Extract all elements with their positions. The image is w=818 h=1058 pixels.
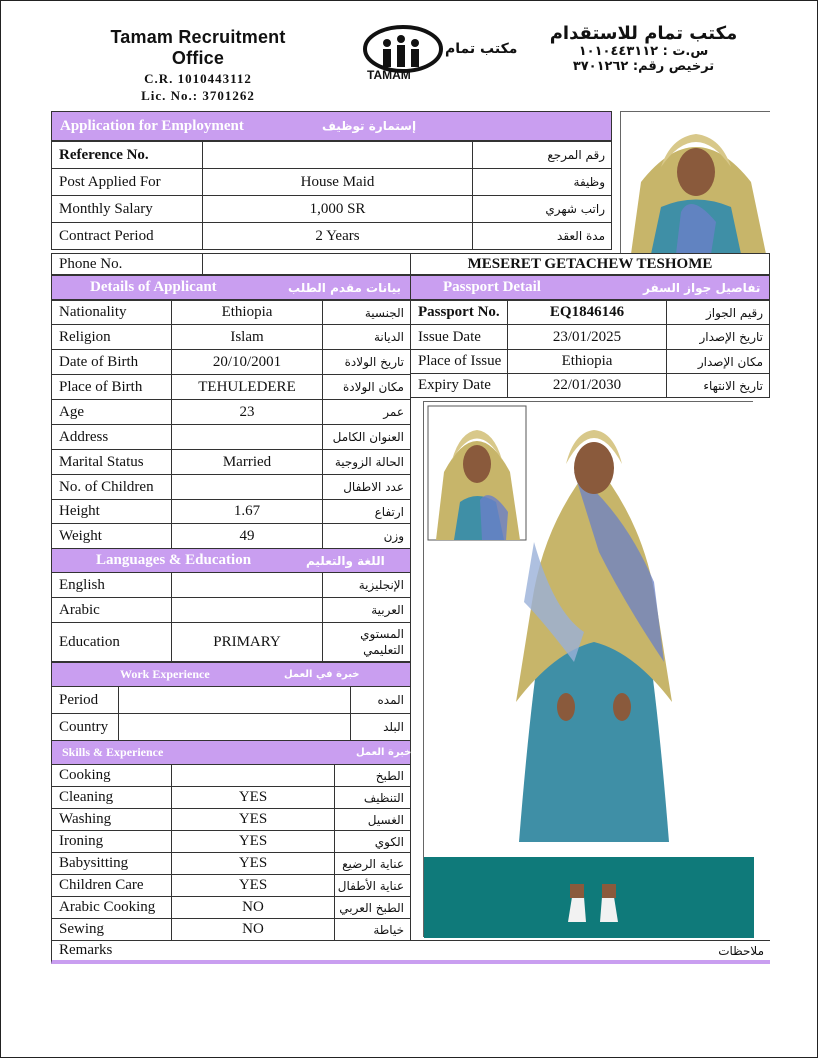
sewing-label: Sewing [51, 918, 172, 941]
address-label: Address [51, 424, 172, 450]
applicant-name: MESERET GETACHEW TESHOME [410, 253, 770, 275]
english-label: English [51, 572, 172, 598]
reference-value [202, 141, 473, 169]
weight-label: Weight [51, 523, 172, 549]
logo-text-ar: مكتب تمام [445, 41, 518, 57]
height-label-ar: ارتفاع [322, 499, 411, 524]
age-label: Age [51, 399, 172, 425]
washing-value: YES [171, 808, 335, 831]
office-license-ar: ترخيص رقم: ٣٧٠١٢٦٢ [572, 59, 715, 74]
remarks-row [51, 940, 770, 964]
religion-value: Islam [171, 324, 323, 350]
work-band [51, 662, 411, 687]
washing-label-ar: الغسيل [334, 808, 411, 831]
arabic-cooking-label: Arabic Cooking [51, 896, 172, 919]
country-label: Country [51, 713, 119, 741]
dob-label: Date of Birth [51, 349, 172, 375]
height-label: Height [51, 499, 172, 524]
address-label-ar: العنوان الكامل [322, 424, 411, 450]
arabic-label: Arabic [51, 597, 172, 623]
office-cr-ar: س.ت : ١٠١٠٤٤٣١١٢ [578, 44, 709, 59]
children-value [171, 474, 323, 500]
issue-place-value: Ethiopia [507, 349, 667, 374]
remarks-label: Remarks [59, 942, 113, 958]
office-header-arabic [536, 23, 751, 74]
ironing-label-ar: الكوي [334, 830, 411, 853]
cooking-label-ar: الطبخ [334, 764, 411, 787]
phone-value [202, 253, 411, 275]
reference-label: Reference No. [51, 141, 203, 169]
period-label: Period [51, 686, 119, 714]
contract-label-ar: مدة العقد [472, 222, 612, 250]
phone-label: Phone No. [51, 253, 203, 275]
pob-label: Place of Birth [51, 374, 172, 400]
children-care-value: YES [171, 874, 335, 897]
pob-label-ar: مكان الولادة [322, 374, 411, 400]
salary-value: 1,000 SR [202, 195, 473, 223]
cleaning-label: Cleaning [51, 786, 172, 809]
address-value [171, 424, 323, 450]
contract-label: Contract Period [51, 222, 203, 250]
application-title-ar: إستمارة توظيف [322, 119, 417, 133]
cooking-label: Cooking [51, 764, 172, 787]
period-label-ar: المده [350, 686, 411, 714]
age-value: 23 [171, 399, 323, 425]
english-label-ar: الإنجليزية [322, 572, 411, 598]
issue-place-label: Place of Issue [410, 349, 508, 374]
weight-label-ar: وزن [322, 523, 411, 549]
babysitting-label: Babysitting [51, 852, 172, 875]
english-value [171, 572, 323, 598]
education-value: PRIMARY [171, 622, 323, 662]
washing-label: Washing [51, 808, 172, 831]
children-label: No. of Children [51, 474, 172, 500]
nationality-value: Ethiopia [171, 300, 323, 325]
country-label-ar: البلد [350, 713, 411, 741]
issue-place-label-ar: مكان الإصدار [666, 349, 770, 374]
skills-band [51, 740, 411, 765]
passport-no-label: Passport No. [410, 300, 508, 325]
country-value [118, 713, 351, 741]
sewing-label-ar: خياطة [334, 918, 411, 941]
office-name-ar: مكتب تمام للاستقدام [549, 23, 738, 44]
education-label-ar: المستوي التعليمي [322, 622, 411, 662]
ironing-value: YES [171, 830, 335, 853]
office-name-en: Tamam Recruitment Office [110, 27, 286, 68]
passport-no-value: EQ1846146 [507, 300, 667, 325]
work-title-en: Work Experience [120, 667, 210, 681]
post-label: Post Applied For [51, 168, 203, 196]
arabic-cooking-label-ar: الطبخ العربي [334, 896, 411, 919]
education-label: Education [51, 622, 172, 662]
passport-title-ar: تفاصيل جواز السفر [643, 280, 761, 295]
languages-band [51, 548, 411, 573]
cleaning-label-ar: التنظيف [334, 786, 411, 809]
babysitting-value: YES [171, 852, 335, 875]
tamam-logo [361, 23, 518, 82]
marital-value: Married [171, 449, 323, 475]
period-value [118, 686, 351, 714]
expiry-value: 22/01/2030 [507, 373, 667, 398]
applicant-portrait-photo [620, 111, 770, 253]
passport-band [410, 275, 770, 300]
contract-value: 2 Years [202, 222, 473, 250]
applicant-title-en: Details of Applicant [90, 279, 217, 295]
nationality-label: Nationality [51, 300, 172, 325]
reference-label-ar: رقم المرجع [472, 141, 612, 169]
languages-title-ar: اللغة والتعليم [306, 553, 385, 568]
marital-label-ar: الحالة الزوجية [322, 449, 411, 475]
skills-title-en: Skills & Experience [62, 745, 164, 759]
babysitting-label-ar: عناية الرضيع [334, 852, 411, 875]
pob-value: TEHULEDERE [171, 374, 323, 400]
applicant-band [51, 275, 411, 300]
dob-value: 20/10/2001 [171, 349, 323, 375]
religion-label-ar: الديانة [322, 324, 411, 350]
children-label-ar: عدد الاطفال [322, 474, 411, 500]
applicant-title-ar: بيانات مقدم الطلب [288, 280, 402, 295]
office-header-english [93, 27, 303, 104]
cleaning-value: YES [171, 786, 335, 809]
arabic-label-ar: العربية [322, 597, 411, 623]
post-label-ar: وظيفة [472, 168, 612, 196]
ironing-label: Ironing [51, 830, 172, 853]
application-title-en: Application for Employment [60, 117, 244, 134]
arabic-cooking-value: NO [171, 896, 335, 919]
expiry-label-ar: تاريخ الانتهاء [666, 373, 770, 398]
issue-date-value: 23/01/2025 [507, 324, 667, 350]
office-cr-en: C.R. 1010443112 [144, 71, 252, 86]
age-label-ar: عمر [322, 399, 411, 425]
salary-label: Monthly Salary [51, 195, 203, 223]
salary-label-ar: راتب شهري [472, 195, 612, 223]
nationality-label-ar: الجنسية [322, 300, 411, 325]
expiry-label: Expiry Date [410, 373, 508, 398]
issue-date-label: Issue Date [410, 324, 508, 350]
remarks-label-ar: ملاحظات [718, 943, 764, 958]
children-care-label: Children Care [51, 874, 172, 897]
office-license-en: Lic. No.: 3701262 [141, 88, 255, 103]
passport-title-en: Passport Detail [443, 279, 541, 295]
passport-no-label-ar: رقيم الجواز [666, 300, 770, 325]
applicant-full-body-photo [423, 401, 753, 937]
skills-title-ar: خبرة العمل [356, 747, 412, 758]
logo-text-en: TAMAM [367, 68, 411, 82]
marital-label: Marital Status [51, 449, 172, 475]
sewing-value: NO [171, 918, 335, 941]
issue-date-label-ar: تاريخ الإصدار [666, 324, 770, 350]
cooking-value [171, 764, 335, 787]
dob-label-ar: تاريخ الولادة [322, 349, 411, 375]
application-band [51, 111, 612, 141]
religion-label: Religion [51, 324, 172, 350]
weight-value: 49 [171, 523, 323, 549]
post-value: House Maid [202, 168, 473, 196]
children-care-label-ar: عناية الأطفال [334, 874, 411, 897]
work-title-ar: خبرة في العمل [284, 669, 360, 680]
arabic-value [171, 597, 323, 623]
height-value: 1.67 [171, 499, 323, 524]
languages-title-en: Languages & Education [96, 552, 252, 568]
